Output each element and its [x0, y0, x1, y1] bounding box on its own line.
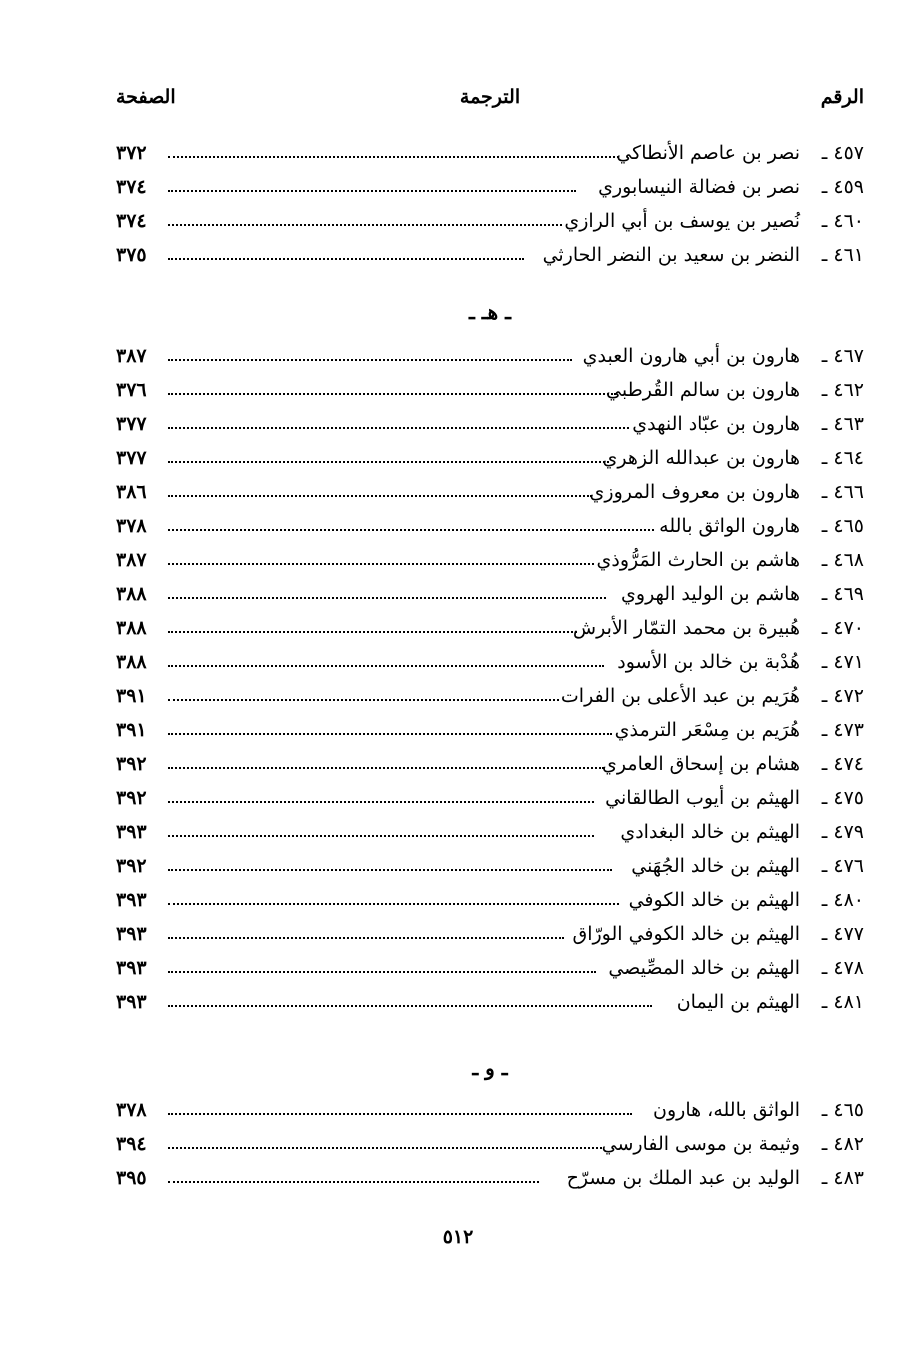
- entry-number: ٤٦٤ ـ: [821, 447, 864, 469]
- entry-name: هُبيرة بن محمد التمّار الأبرش: [572, 617, 800, 639]
- entry-number: ٤٧٦ ـ: [821, 855, 864, 877]
- entry-name: هشام بن إسحاق العامري: [602, 753, 800, 775]
- entry-number: ٤٦٦ ـ: [821, 481, 864, 503]
- index-entry: [116, 543, 864, 577]
- entry-number: ٤٧٧ ـ: [821, 923, 864, 945]
- entry-number: ٤٧٤ ـ: [821, 753, 864, 775]
- entry-number: ٤٦١ ـ: [821, 244, 864, 266]
- dot-leader: [168, 1147, 602, 1149]
- index-entry: [116, 781, 864, 815]
- entry-page: ٣٨٦: [116, 481, 147, 503]
- index-entry: [116, 815, 864, 849]
- dot-leader: [168, 631, 577, 633]
- dot-leader: [168, 529, 654, 531]
- section-nun: [116, 136, 864, 272]
- dot-leader: [168, 767, 604, 769]
- entry-page: ٣٨٧: [116, 549, 147, 571]
- entry-number: ٤٧٠ ـ: [821, 617, 864, 639]
- entry-number: ٤٦٠ ـ: [821, 210, 864, 232]
- entry-name: الهيثم بن خالد الجُهَني: [631, 855, 800, 877]
- entry-page: ٣٩٣: [116, 957, 147, 979]
- dot-leader: [168, 733, 612, 735]
- section-letter-ha: ـ هـ ـ: [468, 300, 512, 324]
- index-entry: [116, 339, 864, 373]
- entry-number: ٤٨٠ ـ: [821, 889, 864, 911]
- entry-name: نصر بن عاصم الأنطاكي: [616, 142, 800, 164]
- index-entry: [116, 1127, 864, 1161]
- entry-name: هُرَيم بن مِسْعَر الترمذي: [614, 719, 800, 741]
- index-entry: [116, 170, 864, 204]
- entry-name: هارون الواثق بالله: [659, 515, 800, 537]
- title-column-header: الترجمة: [459, 86, 521, 108]
- number-column-header: الرقم: [820, 86, 864, 108]
- entry-name: هاشم بن الحارث المَرُّوذي: [596, 549, 800, 571]
- entry-number: ٤٦٩ ـ: [821, 583, 864, 605]
- entry-number: ٤٥٧ ـ: [821, 142, 864, 164]
- entry-page: ٣٧٨: [116, 1099, 147, 1121]
- entry-name: هارون بن عبدالله الزهري: [602, 447, 800, 469]
- index-entry: [116, 611, 864, 645]
- entry-number: ٤٨٢ ـ: [821, 1133, 864, 1155]
- entry-number: ٤٧٩ ـ: [821, 821, 864, 843]
- entry-page: ٣٨٨: [116, 651, 147, 673]
- index-entry: [116, 373, 864, 407]
- entry-name: الهيثم بن خالد الكوفي: [628, 889, 800, 911]
- dot-leader: [168, 495, 592, 497]
- entry-number: ٤٧٣ ـ: [821, 719, 864, 741]
- dot-leader: [168, 835, 594, 837]
- entry-page: ٣٧٢: [116, 142, 147, 164]
- dot-leader: [168, 190, 576, 192]
- entry-page: ٣٩٢: [116, 753, 147, 775]
- index-entry: [116, 577, 864, 611]
- entry-page: ٣٩٣: [116, 889, 147, 911]
- entry-page: ٣٩٢: [116, 787, 147, 809]
- index-entry: [116, 645, 864, 679]
- entry-number: ٤٥٩ ـ: [821, 176, 864, 198]
- section-ha: [116, 339, 864, 1019]
- dot-leader: [168, 1113, 632, 1115]
- entry-page: ٣٩٥: [116, 1167, 147, 1189]
- entry-name: نُصير بن يوسف بن أبي الرازي: [564, 210, 800, 232]
- index-entry: [116, 204, 864, 238]
- dot-leader: [168, 563, 594, 565]
- entry-number: ٤٦٧ ـ: [821, 345, 864, 367]
- index-entry: [116, 475, 864, 509]
- entry-number: ٤٦٥ ـ: [821, 1099, 864, 1121]
- entry-name: هارون بن أبي هارون العبدي: [582, 345, 800, 367]
- entry-number: ٤٧٨ ـ: [821, 957, 864, 979]
- page-column-header: الصفحة: [116, 86, 176, 108]
- entry-page: ٣٩٣: [116, 821, 147, 843]
- entry-page: ٣٨٨: [116, 617, 147, 639]
- dot-leader: [168, 393, 616, 395]
- dot-leader: [168, 869, 612, 871]
- index-entry: [116, 509, 864, 543]
- dot-leader: [168, 156, 619, 158]
- entry-name: الوليد بن عبد الملك بن مسرّح: [566, 1167, 800, 1189]
- index-entry: [116, 1093, 864, 1127]
- entry-number: ٤٦٨ ـ: [821, 549, 864, 571]
- dot-leader: [168, 461, 609, 463]
- entry-number: ٤٧١ ـ: [821, 651, 864, 673]
- entry-name: هُدْبة بن خالد بن الأسود: [617, 651, 800, 673]
- entry-page: ٣٩١: [116, 719, 147, 741]
- section-waw: [116, 1093, 864, 1195]
- entry-name: هاشم بن الوليد الهروي: [621, 583, 800, 605]
- entry-name: النضر بن سعيد بن النضر الحارثي: [542, 244, 800, 266]
- entry-number: ٤٦٣ ـ: [821, 413, 864, 435]
- entry-page: ٣٩٣: [116, 923, 147, 945]
- index-entry: [116, 951, 864, 985]
- entry-page: ٣٧٧: [116, 447, 147, 469]
- dot-leader: [168, 801, 594, 803]
- dot-leader: [168, 903, 619, 905]
- entry-page: ٣٧٤: [116, 210, 147, 232]
- entry-number: ٤٦٥ ـ: [821, 515, 864, 537]
- dot-leader: [168, 359, 572, 361]
- index-entry: [116, 747, 864, 781]
- dot-leader: [168, 937, 564, 939]
- entry-name: الواثق بالله، هارون: [653, 1099, 800, 1121]
- dot-leader: [168, 427, 629, 429]
- entry-number: ٤٦٢ ـ: [821, 379, 864, 401]
- index-entry: [116, 849, 864, 883]
- entry-name: نصر بن فضالة النيسابوري: [598, 176, 800, 198]
- entry-name: هارون بن عبّاد النهدي: [632, 413, 800, 435]
- entry-page: ٣٩٤: [116, 1133, 147, 1155]
- index-entry: [116, 407, 864, 441]
- entry-page: ٣٧٥: [116, 244, 147, 266]
- index-entry: [116, 238, 864, 272]
- index-entry: [116, 917, 864, 951]
- entry-page: ٣٨٨: [116, 583, 147, 605]
- entry-name: هارون بن سالم القُرطبي: [606, 379, 800, 401]
- entry-page: ٣٧٤: [116, 176, 147, 198]
- index-entry: [116, 985, 864, 1019]
- entry-number: ٤٨١ ـ: [821, 991, 864, 1013]
- entry-page: ٣٩١: [116, 685, 147, 707]
- index-entry: [116, 136, 864, 170]
- dot-leader: [168, 1005, 652, 1007]
- entry-page: ٣٧٨: [116, 515, 147, 537]
- index-entry: [116, 883, 864, 917]
- entry-name: هارون بن معروف المروزي: [589, 481, 800, 503]
- dot-leader: [168, 971, 596, 973]
- entry-name: الهيثم بن اليمان: [676, 991, 800, 1013]
- entry-name: الهيثم بن أيوب الطالقاني: [605, 787, 800, 809]
- page-number: ٥١٢: [442, 1226, 474, 1248]
- entry-page: ٣٨٧: [116, 345, 147, 367]
- entry-number: ٤٨٣ ـ: [821, 1167, 864, 1189]
- dot-leader: [168, 665, 604, 667]
- entry-number: ٤٧٥ ـ: [821, 787, 864, 809]
- dot-leader: [168, 258, 524, 260]
- entry-page: ٣٧٦: [116, 379, 147, 401]
- table-header: [116, 86, 864, 116]
- entry-name: الهيثم بن خالد الكوفي الورّاق: [572, 923, 800, 945]
- entry-page: ٣٧٧: [116, 413, 147, 435]
- entry-name: هُرَيم بن عبد الأعلى بن الفرات: [560, 685, 800, 707]
- index-entry: [116, 713, 864, 747]
- entry-name: الهيثم بن خالد البغدادي: [620, 821, 800, 843]
- entry-number: ٤٧٢ ـ: [821, 685, 864, 707]
- dot-leader: [168, 1181, 539, 1183]
- dot-leader: [168, 699, 559, 701]
- entry-page: ٣٩٢: [116, 855, 147, 877]
- index-entry: [116, 679, 864, 713]
- index-entry: [116, 1161, 864, 1195]
- dot-leader: [168, 224, 562, 226]
- section-letter-waw: ـ و ـ: [472, 1056, 508, 1080]
- dot-leader: [168, 597, 606, 599]
- index-entry: [116, 441, 864, 475]
- entry-page: ٣٩٣: [116, 991, 147, 1013]
- entry-name: الهيثم بن خالد المصِّيصي: [608, 957, 800, 979]
- entry-name: وثيمة بن موسى الفارسي: [601, 1133, 800, 1155]
